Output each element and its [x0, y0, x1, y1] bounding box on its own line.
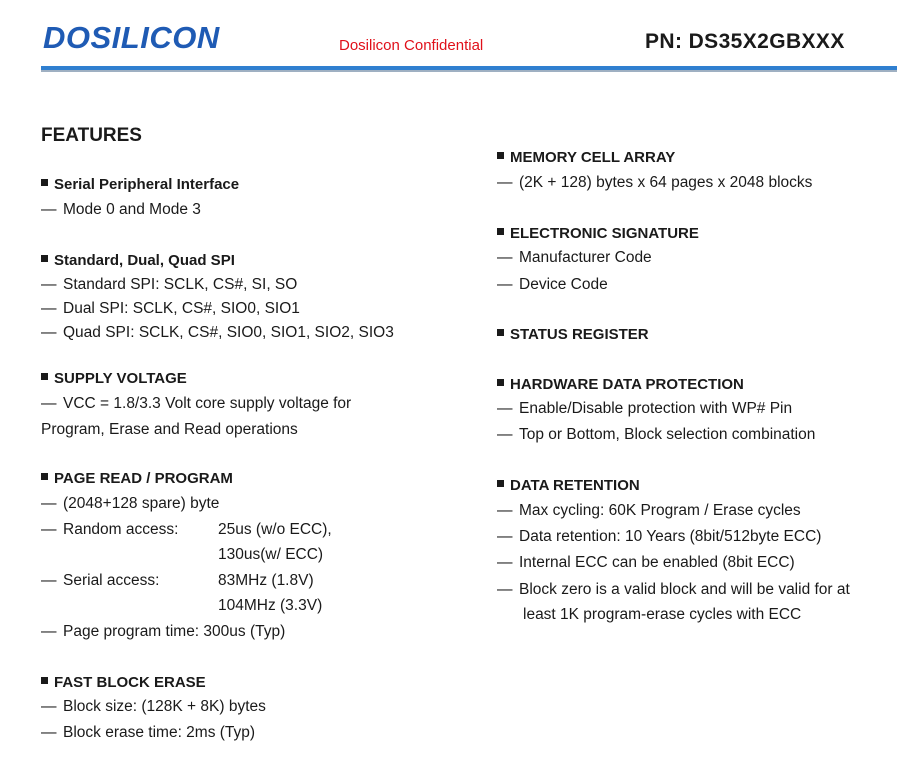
- bullet-square-icon: [497, 480, 504, 487]
- section-heading-array: MEMORY CELL ARRAY: [497, 149, 675, 166]
- list-item: — Device Code: [497, 276, 608, 293]
- list-item: — Block erase time: 2ms (Typ): [41, 724, 256, 741]
- list-item: — Serial access:: [41, 572, 160, 589]
- list-item: — Enable/Disable protection with WP# Pin: [497, 400, 793, 417]
- bullet-square-icon: [497, 379, 504, 386]
- list-item: — Mode 0 and Mode 3: [41, 201, 201, 218]
- confidential-label: Dosilicon Confidential: [339, 37, 484, 54]
- section-heading-supply: SUPPLY VOLTAGE: [41, 370, 187, 387]
- list-item: — (2K + 128) bytes x 64 pages x 2048 blocks: [497, 174, 813, 191]
- list-item: — Block size: (128K + 8K) bytes: [41, 698, 266, 715]
- page-title: FEATURES: [41, 125, 142, 146]
- list-item: — Block zero is a valid block and will be valid for at: [497, 581, 850, 598]
- section-heading-retention: DATA RETENTION: [497, 477, 640, 494]
- bullet-square-icon: [41, 255, 48, 262]
- bullet-square-icon: [497, 152, 504, 159]
- list-item-continuation: Program, Erase and Read operations: [41, 421, 298, 438]
- part-number: PN: DS35X2GBXXX: [645, 30, 845, 53]
- list-item: — Dual SPI: SCLK, CS#, SIO0, SIO1: [41, 300, 300, 317]
- list-item: — Random access:: [41, 521, 179, 538]
- section-heading-spi: Serial Peripheral Interface: [41, 176, 239, 193]
- list-item: — Quad SPI: SCLK, CS#, SIO0, SIO1, SIO2, SIO3: [41, 324, 394, 341]
- random-access-value: 25us (w/o ECC),: [218, 521, 332, 538]
- bullet-square-icon: [41, 473, 48, 480]
- serial-access-value: 83MHz (1.8V): [218, 572, 314, 589]
- bullet-square-icon: [41, 373, 48, 380]
- bullet-square-icon: [497, 329, 504, 336]
- bullet-square-icon: [41, 677, 48, 684]
- list-item: — Standard SPI: SCLK, CS#, SI, SO: [41, 276, 298, 293]
- list-item: — Internal ECC can be enabled (8bit ECC): [497, 554, 795, 571]
- header-rule-shadow: [41, 70, 897, 72]
- company-logo: DOSILICON: [43, 20, 220, 55]
- section-heading-hw-protection: HARDWARE DATA PROTECTION: [497, 376, 744, 393]
- section-heading-spi-modes: Standard, Dual, Quad SPI: [41, 252, 235, 269]
- section-heading-page: PAGE READ / PROGRAM: [41, 470, 233, 487]
- random-access-value: 130us(w/ ECC): [218, 546, 324, 563]
- list-item: — Manufacturer Code: [497, 249, 652, 266]
- section-heading-signature: ELECTRONIC SIGNATURE: [497, 225, 699, 242]
- list-item-continuation: least 1K program-erase cycles with ECC: [523, 606, 802, 623]
- bullet-square-icon: [497, 228, 504, 235]
- serial-access-value: 104MHz (3.3V): [218, 597, 323, 614]
- bullet-square-icon: [41, 179, 48, 186]
- list-item: — Page program time: 300us (Typ): [41, 623, 286, 640]
- list-item: — Top or Bottom, Block selection combination: [497, 426, 816, 443]
- list-item: — (2048+128 spare) byte: [41, 495, 220, 512]
- list-item: — VCC = 1.8/3.3 Volt core supply voltage for: [41, 395, 352, 412]
- list-item: — Max cycling: 60K Program / Erase cycles: [497, 502, 801, 519]
- section-heading-erase: FAST BLOCK ERASE: [41, 674, 206, 691]
- list-item: — Data retention: 10 Years (8bit/512byte ECC): [497, 528, 822, 545]
- section-heading-status: STATUS REGISTER: [497, 326, 649, 343]
